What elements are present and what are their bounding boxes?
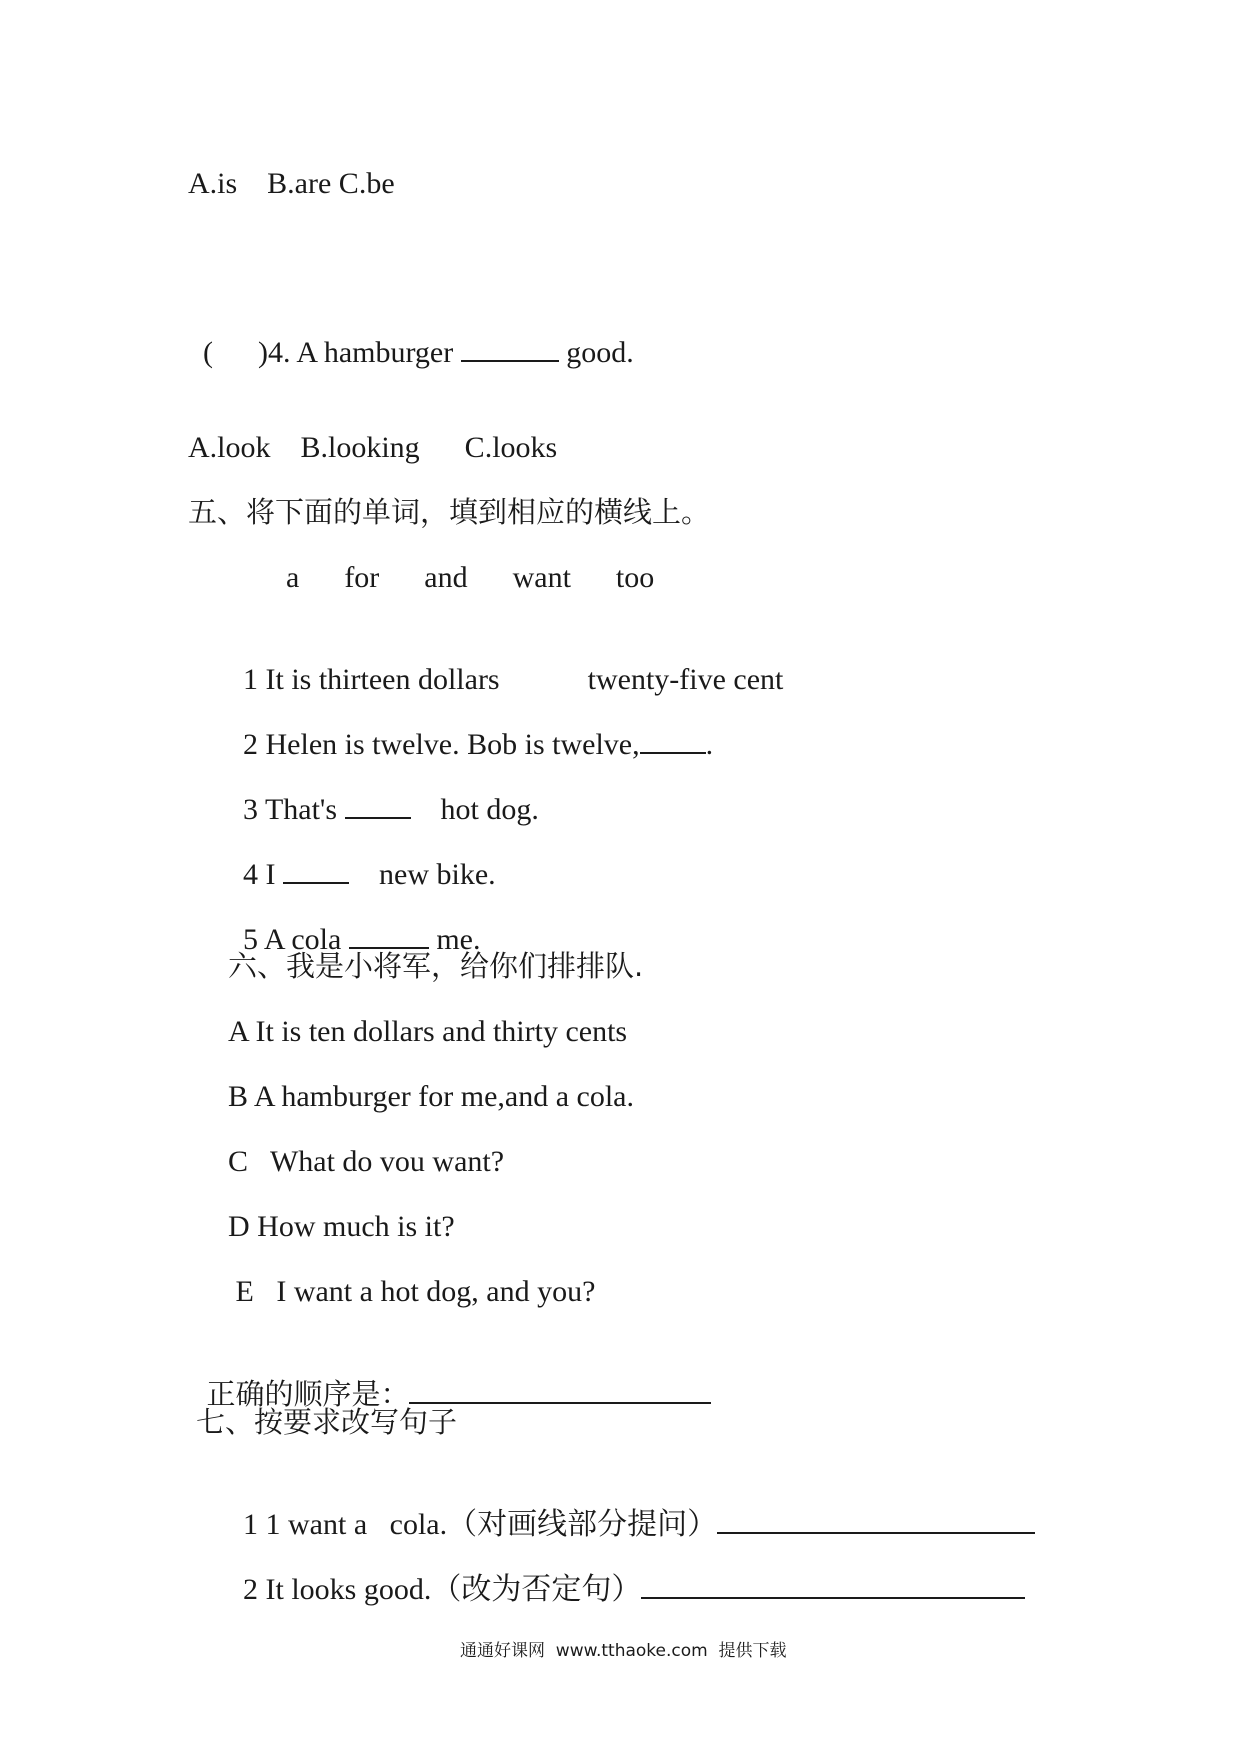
order-answer-label: 正确的顺序是： (206, 1377, 410, 1411)
section-7-item-2-blank[interactable] (641, 1571, 1025, 1599)
section-5-item-3-blank[interactable] (345, 791, 411, 819)
section-6-heading: 六、我是小将军，给你们排排队. (228, 949, 644, 983)
section-5-item-1 (228, 625, 783, 698)
section-5-item-3-text: 3 That's (243, 793, 345, 826)
section-5-item-1-blank[interactable] (500, 661, 588, 689)
section-5-item-2-text: 2 Helen is twelve. Bob is twelve, (243, 728, 640, 761)
question-4-suffix: good. (558, 336, 634, 369)
section-7-item-2 (228, 1535, 1025, 1608)
section-5-item-2 (228, 690, 713, 763)
section-7-heading: 七、按要求改写句子 (196, 1405, 458, 1439)
page-footer: 通通好课网 www.tthaoke.com 提供下载 (460, 1641, 787, 1661)
q4-options: A.look B.looking C.looks (188, 431, 558, 464)
section-5-item-1-suffix: twenty-five cent (587, 663, 784, 696)
section-6-sentence-e: E I want a hot dog, and you? (228, 1275, 596, 1308)
order-answer (188, 1340, 711, 1412)
question-4-blank[interactable] (461, 334, 559, 362)
section-5-item-5-text: 5 A cola (243, 923, 349, 956)
question-4 (188, 298, 634, 371)
section-5-item-3-suffix: hot dog. (410, 793, 539, 826)
section-5-item-2-suffix: . (705, 728, 714, 761)
section-5-item-2-blank[interactable] (640, 726, 706, 754)
section-5-heading: 五、将下面的单词，填到相应的横线上。 (188, 495, 711, 529)
section-6-sentence-a: A It is ten dollars and thirty cents (228, 1015, 628, 1048)
section-5-item-5-suffix: me. (428, 923, 481, 956)
section-5-item-3 (228, 755, 539, 828)
section-5-item-4-text: 4 I (243, 858, 283, 891)
section-6-sentence-c: C What do vou want? (228, 1145, 505, 1178)
q3-options: A.is B.are C.be (188, 167, 395, 200)
section-6-sentence-d: D How much is it? (228, 1210, 455, 1243)
section-5-item-4 (228, 820, 496, 893)
section-7-item-1 (228, 1470, 1035, 1543)
order-answer-blank[interactable] (409, 1376, 711, 1404)
section-7-item-2-text: 2 It looks good.（改为否定句） (243, 1573, 642, 1606)
section-7-item-1-blank[interactable] (717, 1506, 1035, 1534)
section-5-item-5-blank[interactable] (349, 921, 429, 949)
section-7-item-1-text: 1 1 want a cola.（对画线部分提问） (243, 1508, 718, 1541)
section-5-item-4-blank[interactable] (283, 856, 349, 884)
section-6-sentence-b: B A hamburger for me,and a cola. (228, 1080, 634, 1113)
word-bank: a for and want too (286, 561, 655, 594)
section-5-item-1-text: 1 It is thirteen dollars (243, 663, 500, 696)
question-4-text: ( )4. A hamburger (203, 336, 461, 369)
section-5-item-4-suffix: new bike. (349, 858, 496, 891)
